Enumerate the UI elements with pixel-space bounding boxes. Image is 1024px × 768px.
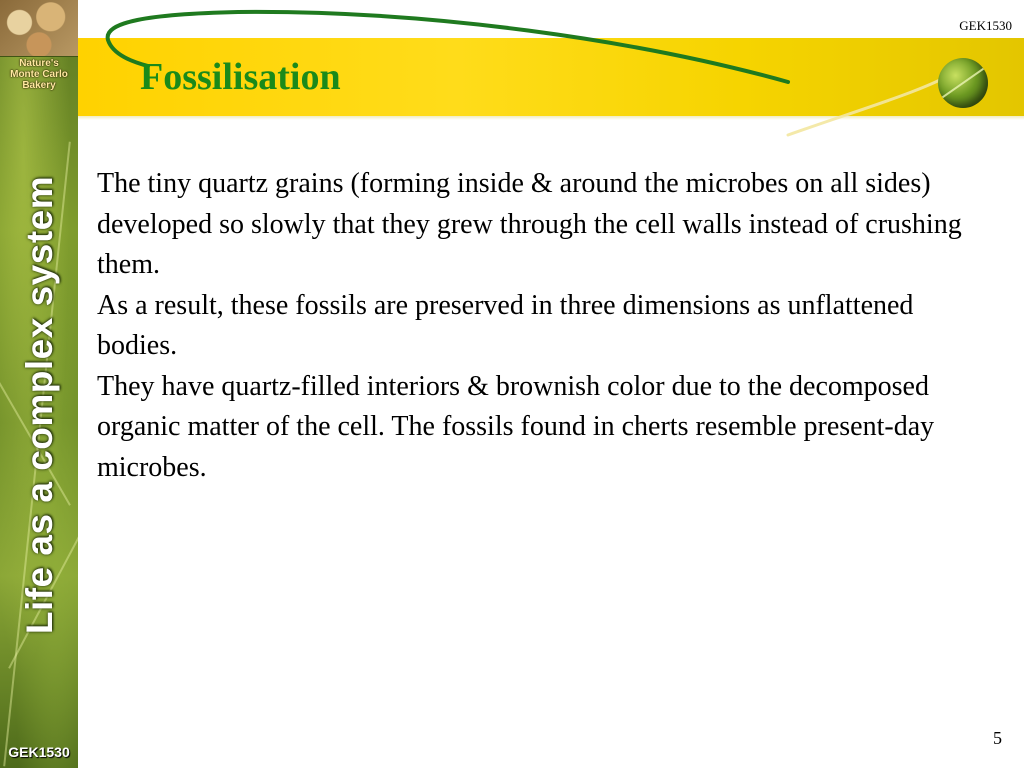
body-paragraph: They have quartz-filled interiors & brownish color due to the decomposed organic matter of the cell. The fossils found in cherts resemble present-day microbes.	[97, 370, 935, 483]
body-paragraph: As a result, these fossils are preserved in three dimensions as unflattened bodies.	[97, 289, 914, 361]
sidebar-course-code: GEK1530	[8, 744, 70, 760]
leaf-sidebar	[0, 0, 78, 768]
page-title: Fossilisation	[140, 56, 341, 98]
logo-line: Nature's	[19, 58, 59, 69]
bakery-logo	[0, 58, 78, 91]
logo-line: Bakery	[22, 80, 56, 91]
logo-line: Monte Carlo	[10, 69, 68, 80]
page-number: 5	[993, 728, 1002, 748]
body-paragraph: The tiny quartz grains (forming inside & around the microbes on all sides) developed so slowly that they grew through the cell walls instead of crushing them.	[97, 168, 962, 280]
header-course-code: GEK1530	[959, 18, 1012, 33]
bread-photo	[0, 0, 78, 57]
sidebar-vertical-title: Life as a complex system	[19, 175, 60, 635]
leaf-globe-icon	[938, 58, 988, 108]
slide-body	[97, 164, 987, 488]
